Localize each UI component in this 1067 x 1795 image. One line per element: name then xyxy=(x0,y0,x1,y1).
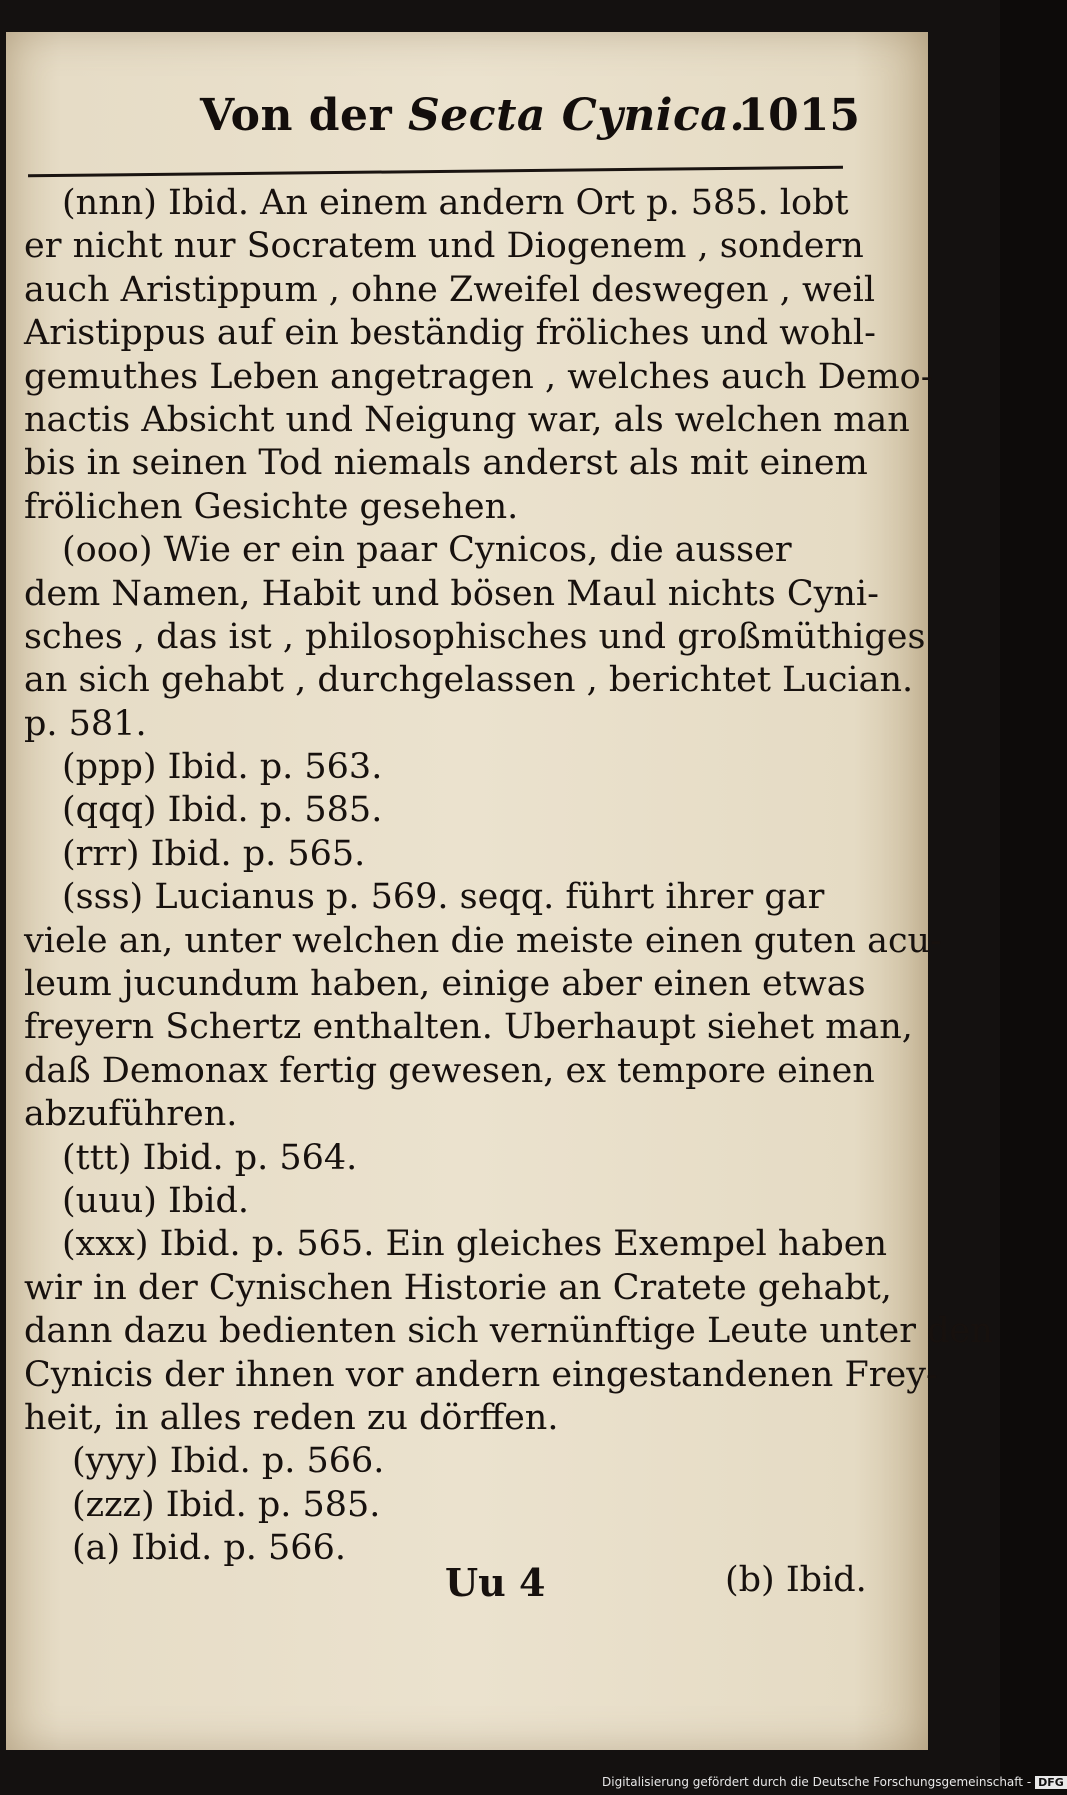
text-line: viele an, unter welchen die meiste einen guten acu- xyxy=(24,920,942,961)
text-line: Cynicis der ihnen vor andern eingestandenen Frey- xyxy=(24,1354,938,1395)
text-line: daß Demonax fertig gewesen, ex tempore einen xyxy=(24,1050,875,1091)
header-title-plain: Von der xyxy=(200,90,409,141)
text-line: (xxx) Ibid. p. 565. Ein gleiches Exempel haben xyxy=(62,1224,887,1265)
text-line: abzuführen. xyxy=(24,1094,238,1135)
signature-mark: Uu 4 xyxy=(445,1560,546,1605)
text-line: freyern Schertz enthalten. Uberhaupt siehet man, xyxy=(24,1007,913,1048)
digitization-credit xyxy=(602,1775,1064,1793)
text-line: (sss) Lucianus p. 569. seqq. führt ihrer gar xyxy=(62,877,825,918)
text-line: dann dazu bedienten sich vernünftige Leute unter den xyxy=(24,1311,993,1352)
text-line: (zzz) Ibid. p. 585. xyxy=(72,1484,381,1525)
text-line: dem Namen, Habit und bösen Maul nichts Cyni- xyxy=(24,573,879,614)
text-line: p. 581. xyxy=(24,703,147,744)
text-line: leum jucundum haben, einige aber einen etwas xyxy=(24,964,866,1005)
text-line: (ttt) Ibid. p. 564. xyxy=(62,1137,358,1178)
text-line: nactis Absicht und Neigung war, als welchen man xyxy=(24,399,910,440)
text-line: gemuthes Leben angetragen , welches auch Demo- xyxy=(24,356,933,397)
text-line: sches , das ist , philosophisches und großmüthiges xyxy=(24,616,926,657)
text-line: heit, in alles reden zu dörffen. xyxy=(24,1397,559,1438)
text-line: (qqq) Ibid. p. 585. xyxy=(62,790,383,831)
dfg-logo-icon: DFG xyxy=(1035,1776,1067,1789)
text-line: (rrr) Ibid. p. 565. xyxy=(62,833,366,874)
header-title xyxy=(200,90,745,141)
page-number: 1015 xyxy=(737,90,860,141)
text-line: Aristippus auf ein beständig fröliches und wohl- xyxy=(24,313,876,354)
footnote-text xyxy=(24,182,993,1571)
page-footer xyxy=(0,1560,900,1610)
text-line: er nicht nur Socratem und Diogenem , sondern xyxy=(24,226,864,267)
credit-text: Digitalisierung gefördert durch die Deutsche Forschungsgemeinschaft - xyxy=(602,1775,1032,1789)
text-line: frölichen Gesichte gesehen. xyxy=(24,486,519,527)
text-line: auch Aristippum , ohne Zweifel deswegen , weil xyxy=(24,269,876,310)
text-line: (uuu) Ibid. xyxy=(62,1180,250,1221)
text-line: (yyy) Ibid. p. 566. xyxy=(72,1441,385,1482)
text-line: bis in seinen Tod niemals anderst als mit einem xyxy=(24,443,868,484)
catchword: (b) Ibid. xyxy=(725,1560,867,1600)
text-line: (ooo) Wie er ein paar Cynicos, die ausser xyxy=(62,530,792,571)
running-header xyxy=(200,90,860,150)
text-line: (a) Ibid. p. 566. xyxy=(72,1528,346,1569)
header-title-italic: Secta Cynica. xyxy=(408,90,746,141)
text-line: (ppp) Ibid. p. 563. xyxy=(62,747,383,788)
text-line: an sich gehabt , durchgelassen , berichtet Lucian. xyxy=(24,660,914,701)
text-line: wir in der Cynischen Historie an Cratete gehabt, xyxy=(24,1267,892,1308)
text-line: (nnn) Ibid. An einem andern Ort p. 585. lobt xyxy=(62,183,849,223)
